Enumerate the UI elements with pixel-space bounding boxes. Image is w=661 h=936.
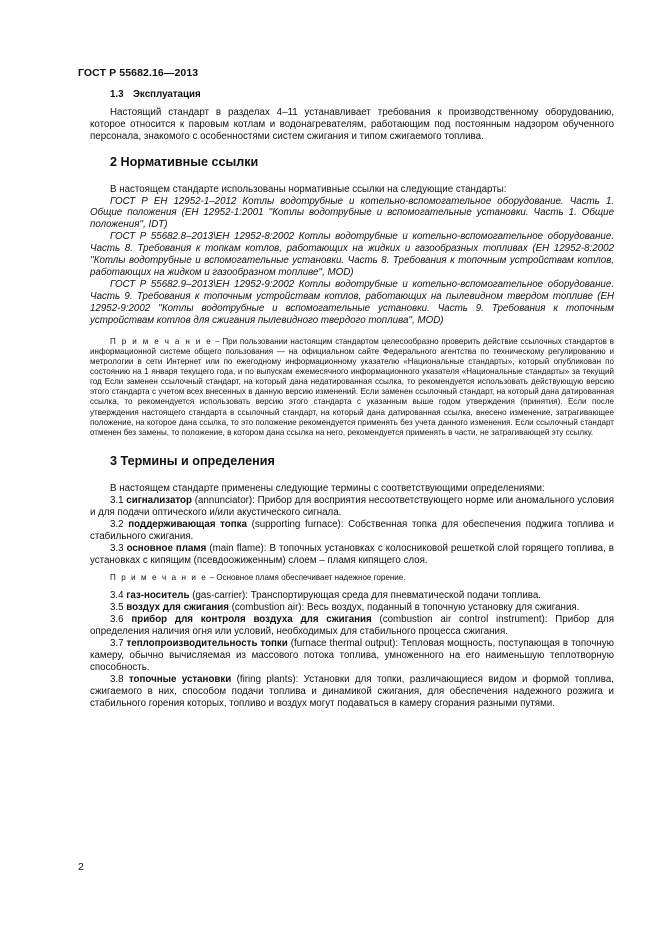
- term-number: 3.4: [110, 590, 127, 602]
- term-name: сигнализатор: [126, 494, 192, 506]
- section-3-note: [90, 573, 614, 583]
- reference-item: ГОСТ Р 55682.9–2013\ЕН 12952-9:2002 Котлы водотрубные и котельно-вспомогательное оборудование. Часть 9. Требования к топочным устройствам котлов, работающих на пылевидном твердом топливе (EH 12952-9:2002 ''Котлы водотрубные и вспомогательные установки. Часть 9. Требования к топочным устройствам котлов для сжигания пылевидного твердого топлива'', MOD): [90, 278, 614, 326]
- reference-item: ГОСТ Р ЕН 12952-1–2012 Котлы водотрубные и котельно-вспомогательное оборудование. Часть 1. Общие положения (EH 12952-1:2001 ''Котлы водотрубные и вспомогательные установки. Часть 1. Общие положения'', IDT): [90, 195, 614, 231]
- section-3-heading: 3 Термины и определения: [110, 454, 275, 469]
- subsection-title: Эксплуатация: [133, 89, 201, 100]
- term-name: топочные установки: [128, 673, 232, 685]
- note-text: – Основное пламя обеспечивает надежное горение.: [207, 573, 406, 583]
- term-text: (gas-carrier): Транспортирующая среда для пневматической подачи топлива.: [189, 590, 541, 602]
- term-definition: [90, 519, 614, 543]
- term-text: (furnace thermal output): Тепловая мощность, поступающая в топочную камеру, обычно вычисляемая из массового потока топлива, умноженного на его наименьшую теплотворную способность.: [90, 638, 614, 673]
- section-2-note: [90, 337, 614, 439]
- subsection-heading-1-3: [110, 89, 614, 101]
- section-2-intro: В настоящем стандарте использованы нормативные ссылки на следующие стандарты:: [110, 183, 507, 195]
- term-definition: [90, 638, 614, 674]
- term-name: воздух для сжигания: [126, 602, 229, 614]
- term-definition: [90, 602, 614, 614]
- note-label: П р и м е ч а н и е: [110, 336, 213, 346]
- reference-item: ГОСТ Р 55682.8–2013\ЕН 12952-8:2002 Котлы водотрубные и котельно-вспомогательное оборудование. Часть 8. Требования к топкам котлов, работающих на жидких и газообразных топливах (EH 12952-8:2002 ''Котлы водотрубные и вспомогательные установки. Часть 8. Требования к топочным устройствам котлов, работающих на жидком и газообразном топливе'', MOD): [90, 231, 614, 278]
- term-number: 3.1: [110, 494, 127, 506]
- note-text: – При пользовании настоящим стандартом целесообразно проверить действие ссылочных стандартов в информационной системе общего пользования — на официальном сайте Федерального агентства по техническому регулированию и метрологии в сети Интернет или по ежегодному информационному указателю «Национальные стандарты», который опубликован по состоянию на 1 января текущего года, и по выпускам ежемесячного информационного указателя «Национальные стандарты» за текущий год Если заменен ссылочный стандарт, на который дана недатированная ссылка, то рекомендуется использовать действующую версию этого стандарта с учетом всех внесенных в данную версию изменений. Если заменен ссылочный стандарт, на который дана датированная ссылка, то рекомендуется использовать версию этого стандарта с указанным выше годом утверждения (принятия). Если после утверждения настоящего стандарта в ссылочный стандарт, на который дана датированная ссылка, внесено изменение, затрагивающее положение, на которое дана ссылка, то это положение рекомендуется применять без учета данного изменения. Если ссылочный стандарт отменен без замены, то положение, в котором дана ссылка на него, рекомендуется применять в части, не затрагивающей эту ссылку.: [90, 336, 614, 437]
- term-number: 3.6: [110, 614, 132, 626]
- term-name: поддерживающая топка: [128, 518, 247, 530]
- term-text: (combustion air control instrument): Прибор для определения наличия огня или условий, необходимых для стабильного процесса сжигания.: [90, 614, 615, 638]
- term-definition: [90, 495, 614, 519]
- subsection-number: 1.3: [110, 89, 124, 100]
- document-header: ГОСТ Р 55682.16—2013: [78, 67, 199, 79]
- term-number: 3.2: [110, 518, 129, 530]
- term-definition: [90, 614, 614, 638]
- section-3-intro: В настоящем стандарте применены следующие термины с соответствующими определениями:: [110, 483, 545, 495]
- term-name: основное пламя: [126, 542, 207, 554]
- term-number: 3.8: [110, 673, 129, 685]
- term-text: (combustion air): Весь воздух, поданный в топочную установку для сжигания.: [228, 602, 580, 614]
- term-definition: [90, 543, 614, 567]
- term-name: прибор для контроля воздуха для сжигания: [131, 614, 372, 626]
- term-definition: [90, 590, 614, 602]
- term-number: 3.7: [110, 638, 127, 650]
- term-number: 3.3: [110, 542, 127, 554]
- page-content: [90, 89, 614, 709]
- term-text: (supporting furnace): Собственная топка для обеспечения поджига топлива и стабильного сжигания.: [90, 518, 614, 542]
- term-number: 3.5: [110, 602, 127, 614]
- term-text: (annunciator): Прибор для восприятия несоответствующего норме или аномального условия и для подачи оптического и/или акустического сигнала.: [90, 494, 614, 518]
- subsection-1-3-text: Настоящий стандарт в разделах 4–11 устанавливает требования к производственному оборудованию, которое относится к паровым котлам и водонагревателям, работающим под постоянным надзором обученного персонала, знакомого с особенностями систем сжигания и типом сжигаемого топлива.: [90, 106, 614, 142]
- term-name: газ-носитель: [126, 590, 190, 602]
- note-label: П р и м е ч а н и е: [110, 573, 208, 583]
- term-text: (main flame): В топочных установках с колосниковой решеткой слой горящего топлива, в установках с кипящим (псевдоожиженным) слоем – пламя кипящего слоя.: [90, 542, 614, 566]
- page-number: 2: [78, 861, 84, 873]
- term-name: теплопроизводительность топки: [126, 638, 288, 650]
- term-text: (firing plants): Установки для топки, различающиеся видом и формой топлива, сжигаемого в них, способом подачи топлива и динамикой сжигания, для обеспечения надежного розжига и стабильного горения которых, топливо и воздух могут подаваться в камеру сгорания разными путями.: [90, 673, 614, 709]
- term-definition: [90, 674, 614, 710]
- section-2-heading: 2 Нормативные ссылки: [110, 154, 259, 169]
